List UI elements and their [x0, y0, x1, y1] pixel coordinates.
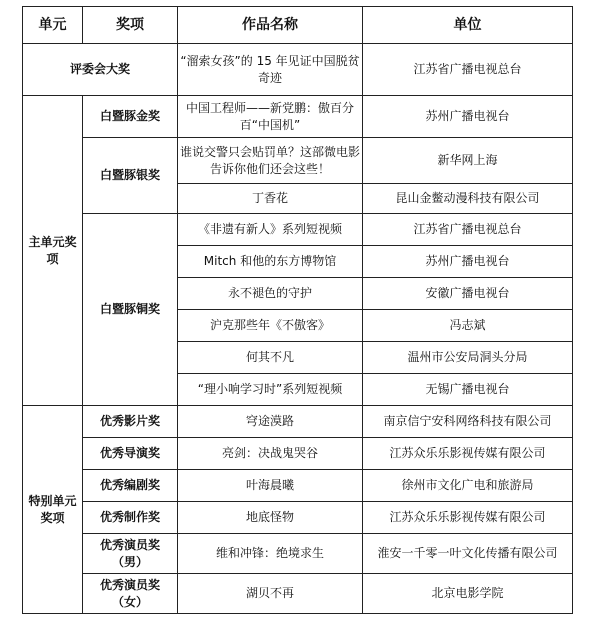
special-unit-label: 特别单元奖项 — [23, 406, 83, 614]
table-row — [23, 534, 573, 574]
bronze-unit: 安徽广播电视台 — [363, 278, 573, 310]
bronze-unit: 江苏省广播电视总台 — [363, 214, 573, 246]
table-row — [23, 214, 573, 246]
silver-unit: 昆山金鳖动漫科技有限公司 — [363, 184, 573, 214]
bronze-unit: 冯志斌 — [363, 310, 573, 342]
bronze-work: “理小响学习时”系列短视频 — [178, 374, 363, 406]
main-unit-label: 主单元奖项 — [23, 96, 83, 406]
special-work: 地底怪物 — [178, 502, 363, 534]
bronze-unit: 无锡广播电视台 — [363, 374, 573, 406]
bronze-work: 《非遗有新人》系列短视频 — [178, 214, 363, 246]
awards-table — [22, 6, 573, 614]
special-award-label: 优秀演员奖（男） — [83, 534, 178, 574]
special-award-label: 优秀导演奖 — [83, 438, 178, 470]
bronze-unit: 温州市公安局洞头分局 — [363, 342, 573, 374]
silver-work: 谁说交警只会贴罚单？这部微电影告诉你他们还会这些！ — [178, 138, 363, 184]
special-unit: 淮安一千零一叶文化传播有限公司 — [363, 534, 573, 574]
gold-unit: 苏州广播电视台 — [363, 96, 573, 138]
silver-award-label: 白暨豚银奖 — [83, 138, 178, 214]
awards-table-container — [22, 6, 573, 614]
table-row — [23, 438, 573, 470]
special-award-label: 优秀影片奖 — [83, 406, 178, 438]
bronze-work: 沪克那些年《不傲客》 — [178, 310, 363, 342]
bronze-work: 永不褪色的守护 — [178, 278, 363, 310]
gold-award-label: 白暨豚金奖 — [83, 96, 178, 138]
special-work: 叶海晨曦 — [178, 470, 363, 502]
header-row — [23, 7, 573, 44]
header-organization: 单位 — [363, 7, 573, 44]
special-work: 湖贝不再 — [178, 574, 363, 614]
table-row — [23, 574, 573, 614]
special-unit: 江苏众乐乐影视传媒有限公司 — [363, 502, 573, 534]
header-work: 作品名称 — [178, 7, 363, 44]
special-work: 维和冲锋：绝境求生 — [178, 534, 363, 574]
jury-prize-work: “溜索女孩”的 15 年见证中国脱贫奇迹 — [178, 44, 363, 96]
special-award-label: 优秀编剧奖 — [83, 470, 178, 502]
bronze-work: 何其不凡 — [178, 342, 363, 374]
table-row — [23, 502, 573, 534]
special-work: 亮剑：决战鬼哭谷 — [178, 438, 363, 470]
special-award-label: 优秀制作奖 — [83, 502, 178, 534]
special-unit: 徐州市文化广电和旅游局 — [363, 470, 573, 502]
special-work: 穹途漠路 — [178, 406, 363, 438]
header-unit: 单元 — [23, 7, 83, 44]
bronze-unit: 苏州广播电视台 — [363, 246, 573, 278]
header-award: 奖项 — [83, 7, 178, 44]
silver-work: 丁香花 — [178, 184, 363, 214]
table-row — [23, 96, 573, 138]
special-unit: 南京信宁安科网络科技有限公司 — [363, 406, 573, 438]
jury-prize-label: 评委会大奖 — [23, 44, 178, 96]
table-row — [23, 44, 573, 96]
special-unit: 江苏众乐乐影视传媒有限公司 — [363, 438, 573, 470]
special-unit: 北京电影学院 — [363, 574, 573, 614]
table-row — [23, 470, 573, 502]
bronze-award-label: 白暨豚铜奖 — [83, 214, 178, 406]
special-award-label: 优秀演员奖（女） — [83, 574, 178, 614]
gold-work: 中国工程师——新党鹏：傲百分百“中国机” — [178, 96, 363, 138]
jury-prize-unit: 江苏省广播电视总台 — [363, 44, 573, 96]
table-row — [23, 138, 573, 184]
table-row — [23, 406, 573, 438]
bronze-work: Mitch 和他的东方博物馆 — [178, 246, 363, 278]
silver-unit: 新华网上海 — [363, 138, 573, 184]
